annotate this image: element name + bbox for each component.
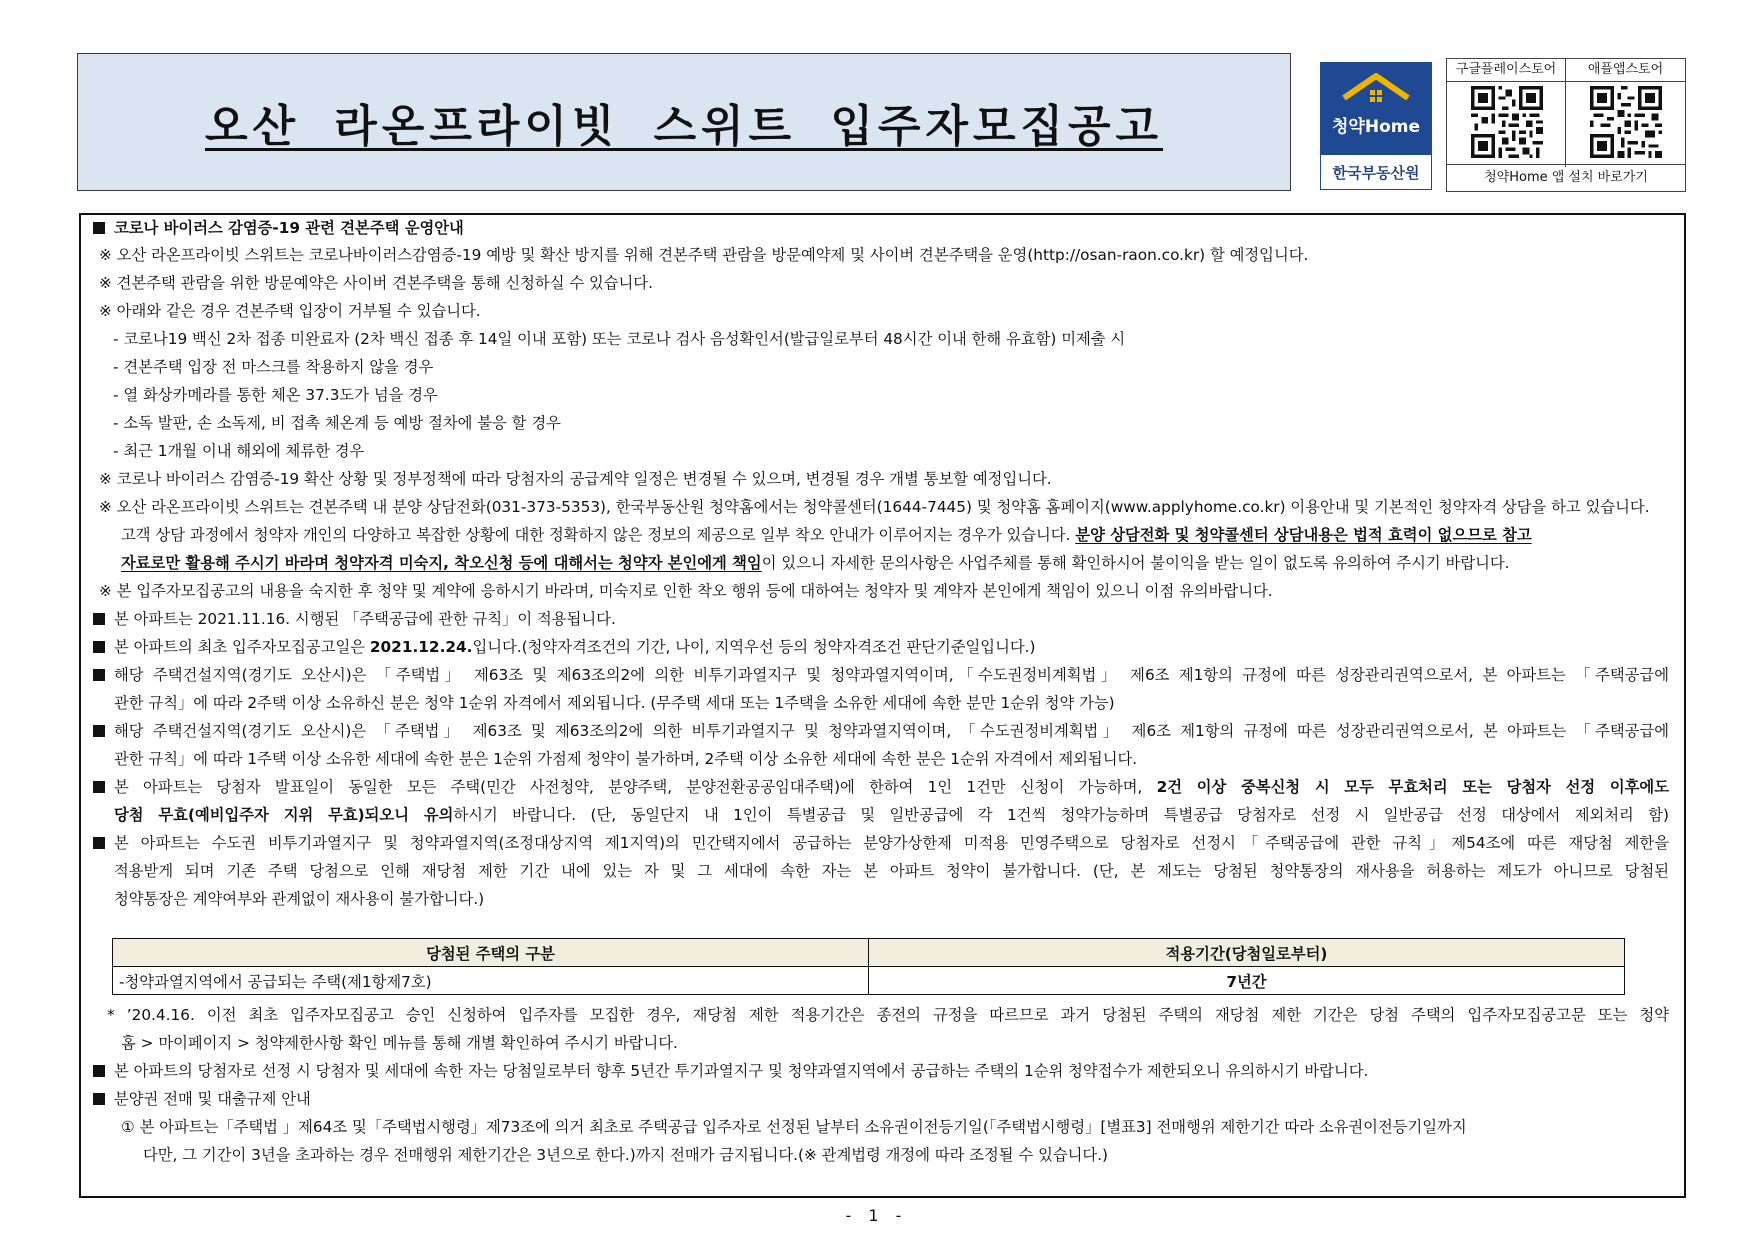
notice-line: ※ 견본주택 관람을 위한 방문예약은 사이버 견본주택을 통해 신청하실 수 있습니다. <box>99 274 653 292</box>
rewin-restriction-table <box>112 938 1625 995</box>
bullet-line: 본 아파트는 당첨자 발표일이 동일한 모든 주택(민간 사전청약, 분양주택, 분양전환공공임대주택)에 한하여 1인 1건만 신청이 가능하며, 2건 이상 중복신청 시 모두 무효처리 또는 당첨자 선정 이후에도 <box>93 776 1669 798</box>
footnote-line: 홈 > 마이페이지 > 청약제한사항 확인 메뉴를 통해 개별 확인하여 주시기 바랍니다. <box>121 1034 678 1052</box>
bullet-continuation: 관한 규칙」에 따라 1주택 이상 소유한 세대에 속한 분은 1순위 가점제 청약이 불가하며, 2주택 이상 소유한 세대에 속한 분은 1순위 자격에서 제외됩니다. <box>114 750 1138 768</box>
page-number: - 1 - <box>845 1206 908 1225</box>
section-heading: 코로나 바이러스 감염증-19 관련 견본주택 운영안내 <box>93 217 464 239</box>
numbered-line: ① 본 아파트는「주택법 」제64조 및「주택법시행령」제73조에 의거 최초로 주택공급 입주자로 선정된 날부터 소유권이전등기일(「주택법시행령」[별표3] 전매행위 제한기간 따라 소유권이전등기일까지 <box>121 1118 1467 1136</box>
square-bullet-icon <box>93 613 105 625</box>
applyhome-logo <box>1320 62 1432 190</box>
table-cell: 7년간 <box>869 967 1625 995</box>
bullet-continuation: 관한 규칙」에 따라 2주택 이상 소유하신 분은 청약 1순위 자격에서 제외됩니다. (무주택 세대 또는 1주택을 소유한 세대에 속한 분만 1순위 청약 가능) <box>114 694 1115 712</box>
qr-google-label: 구글플레이스토어 <box>1447 59 1565 82</box>
bullet-line: 본 아파트는 2021.11.16. 시행된 「주택공급에 관한 규칙」이 적용됩니다. <box>93 608 616 630</box>
qr-app-store[interactable] <box>1566 59 1685 167</box>
warning-text: 자료로만 활용해 주시기 바라며 청약자격 미숙지, 착오신청 등에 대해서는 청약자 본인에게 책임 <box>121 554 762 572</box>
table-header-cell: 적용기간(당첨일로부터) <box>869 939 1625 967</box>
table-row <box>113 967 1625 995</box>
notice-line: - 최근 1개월 이내 해외에 체류한 경우 <box>113 442 365 460</box>
bullet-line: 해당 주택건설지역(경기도 오산시)은 「주택법」 제63조 및 제63조의2에 의한 비투기과열지구 및 청약과열지역이며,「수도권정비계획법」 제6조 제1항의 규정에 따른 성장관리권역으로서, 본 아파트는 「주택공급에 <box>93 664 1669 686</box>
notice-body <box>79 213 1686 1198</box>
logo-sub-text: 한국부동산원 <box>1320 154 1432 190</box>
square-bullet-icon <box>93 669 105 681</box>
house-icon <box>1340 70 1412 112</box>
bullet-line: 본 아파트의 최초 입주자모집공고일은 2021.12.24.입니다.(청약자격조건의 기간, 나이, 지역우선 등의 청약자격조건 판단기준일입니다.) <box>93 636 1035 658</box>
square-bullet-icon <box>93 725 105 737</box>
notice-line: - 소독 발판, 손 소독제, 비 접촉 체온계 등 예방 절차에 불응 할 경우 <box>113 414 561 432</box>
notice-line: 고객 상담 과정에서 청약자 개인의 다양하고 복잡한 상황에 대한 정확하지 않은 정보의 제공으로 일부 착오 안내가 이루어지는 경우가 있습니다. 분양 상담전화 및 청약콜센터 상담내용은 법적 효력이 없으므로 참고 <box>121 526 1532 544</box>
notice-line: ※ 오산 라온프라이빗 스위트는 코로나바이러스감염증-19 예방 및 확산 방지를 위해 견본주택 관람을 방문예약제 및 사이버 견본주택을 운영(http://osan-raon.co.kr) 할 예정입니다. <box>99 246 1309 264</box>
numbered-continuation: 다만, 그 기간이 3년을 초과하는 경우 전매행위 제한기간은 3년으로 한다.)까지 전매가 금지됩니다.(※ 관계법령 개정에 따라 조정될 수 있습니다.) <box>143 1146 1109 1164</box>
square-bullet-icon <box>93 641 105 653</box>
notice-line: - 견본주택 입장 전 마스크를 착용하지 않을 경우 <box>113 358 434 376</box>
notice-line: - 코로나19 백신 2차 접종 미완료자 (2차 백신 접종 후 14일 이내 포함) 또는 코로나 검사 음성확인서(발급일로부터 48시간 이내 한해 유효함) 미제출 시 <box>113 330 1126 348</box>
qr-apple-label: 애플앱스토어 <box>1566 59 1685 82</box>
announcement-date: 2021.12.24. <box>369 638 473 656</box>
warning-text: 당첨 무효(예비입주자 지위 무효)되오니 유의 <box>114 806 454 824</box>
bullet-line: 해당 주택건설지역(경기도 오산시)은 「주택법」 제63조 및 제63조의2에 의한 비투기과열지구 및 청약과열지역이며, 「수도권정비계획법」 제6조 제1항의 규정에 따른 성장관리권역으로서, 본 아파트는 「주택공급에 <box>93 720 1669 742</box>
warning-text: 분양 상담전화 및 청약콜센터 상담내용은 법적 효력이 없으므로 참고 <box>1075 526 1532 544</box>
square-bullet-icon <box>93 1093 105 1105</box>
qr-panel <box>1446 58 1686 192</box>
square-bullet-icon <box>93 781 105 793</box>
warning-text: 2건 이상 중복신청 시 모두 무효처리 또는 당첨자 선정 이후에도 <box>1156 778 1669 796</box>
bullet-line: 본 아파트의 당첨자로 선정 시 당첨자 및 세대에 속한 자는 당첨일로부터 향후 5년간 투기과열지구 및 청약과열지역에서 공급하는 주택의 1순위 청약접수가 제한되오니 유의하시기 바랍니다. <box>93 1060 1368 1082</box>
square-bullet-icon <box>93 1065 105 1077</box>
notice-line: - 열 화상카메라를 통한 체온 37.3도가 넘을 경우 <box>113 386 438 404</box>
square-bullet-icon <box>93 837 105 849</box>
bullet-continuation: 당첨 무효(예비입주자 지위 무효)되오니 유의하시기 바랍니다. (단, 동일단지 내 1인이 특별공급 및 일반공급에 각 1건씩 청약가능하며 특별공급 당첨자로 선정 시 일반공급 선정 대상에서 제외처리 함) <box>114 806 1669 824</box>
table-cell: -청약과열지역에서 공급되는 주택(제1항제7호) <box>113 967 869 995</box>
footnote-line: * ’20.4.16. 이전 최초 입주자모집공고 승인 신청하여 입주자를 모집한 경우, 재당첨 제한 적용기간은 종전의 규정을 따르므로 과거 당첨된 주택의 재당첨 제한 기간은 당첨 주택의 입주자모집공고문 또는 청약 <box>107 1006 1669 1024</box>
notice-line: ※ 아래와 같은 경우 견본주택 입장이 거부될 수 있습니다. <box>99 302 481 320</box>
title-box <box>77 53 1291 191</box>
notice-line: ※ 본 입주자모집공고의 내용을 숙지한 후 청약 및 계약에 응하시기 바라며, 미숙지로 인한 착오 행위 등에 대하여는 청약자 및 계약자 본인에게 책임이 있으니 이점 유의바랍니다. <box>99 582 1273 600</box>
qr-google-play[interactable] <box>1447 59 1566 167</box>
qr-footer-link[interactable]: 청약Home 앱 설치 바로가기 <box>1447 164 1685 191</box>
notice-line: ※ 오산 라온프라이빗 스위트는 견본주택 내 분양 상담전화(031-373-5353), 한국부동산원 청약홈에서는 청약콜센터(1644-7445) 및 청약홈 홈페이지(www.applyhome.co.kr) 이용안내 및 기본적인 청약자격 상담을 하고 있습니다. <box>99 498 1650 516</box>
page-title: 오산 라온프라이빗 스위트 입주자모집공고 <box>204 101 1164 152</box>
bullet-continuation: 적용받게 되며 기존 주택 당첨으로 인해 재당첨 제한 기간 내에 있는 자 및 그 세대에 속한 자는 본 아파트 청약이 불가합니다. (단, 본 제도는 당첨된 청약통장의 재사용을 허용하는 제도가 아니므로 당첨된 <box>114 862 1669 880</box>
square-bullet-icon <box>93 222 105 234</box>
table-header-row <box>113 939 1625 967</box>
logo-main-text: 청약Home <box>1332 117 1420 137</box>
notice-line: 자료로만 활용해 주시기 바라며 청약자격 미숙지, 착오신청 등에 대해서는 청약자 본인에게 책임이 있으니 자세한 문의사항은 사업주체를 통해 확인하시어 불이익을 받는 일이 없도록 유의하여 주시기 바랍니다. <box>121 554 1510 572</box>
bullet-continuation: 청약통장은 계약여부와 관계없이 재사용이 불가합니다.) <box>114 890 485 908</box>
table-header-cell: 당첨된 주택의 구분 <box>113 939 869 967</box>
bullet-line: 본 아파트는 수도권 비투기과열지구 및 청약과열지역(조정대상지역 제1지역)의 민간택지에서 공급하는 분양가상한제 미적용 민영주택으로 당첨자로 선정시「주택공급에 관한 규칙」제54조에 따른 재당첨 제한을 <box>93 832 1669 854</box>
notice-line: ※ 코로나 바이러스 감염증-19 확산 상황 및 정부정책에 따라 당첨자의 공급계약 일정은 변경될 수 있으며, 변경될 경우 개별 통보할 예정입니다. <box>99 470 1052 488</box>
qr-code-icon[interactable] <box>1590 86 1662 158</box>
bullet-line: 분양권 전매 및 대출규제 안내 <box>93 1088 311 1110</box>
qr-code-icon[interactable] <box>1471 86 1543 158</box>
